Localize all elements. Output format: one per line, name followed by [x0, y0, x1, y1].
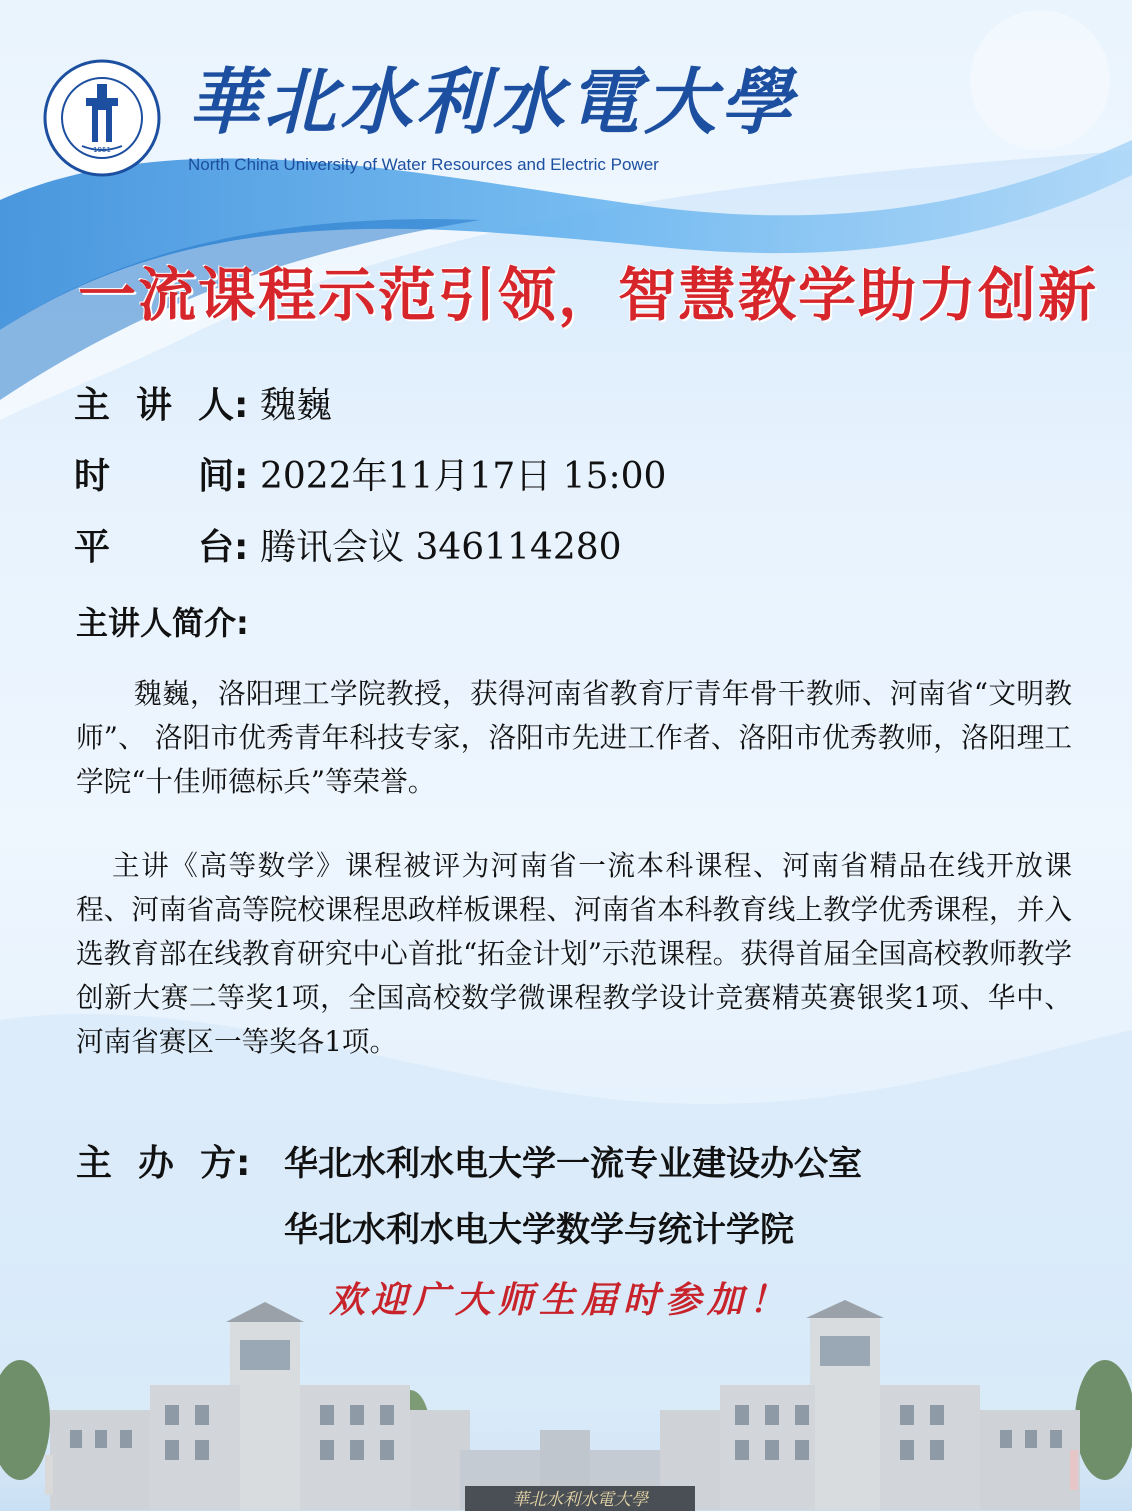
welcome-slogan: 欢迎广大师生届时参加！ — [328, 1279, 791, 1321]
platform-value: 腾讯会议 346114280 — [260, 527, 622, 568]
campus-buildings-image — [0, 1300, 1132, 1511]
time-label: 时 间: — [74, 456, 249, 497]
bio-heading: 主讲人简介: — [76, 604, 249, 642]
organizer-line-2: 华北水利水电大学数学与统计学院 — [284, 1210, 794, 1250]
bio-paragraph-2: 主讲《高等数学》课程被评为河南省一流本科课程、河南省精品在线开放课程、河南省高等院校课程思政样板课程、河南省本科教育线上教学优秀课程，并入选教育部在线教育研究中心首批“拓金计划”示范课程。获得首届全国高校教师教学创新大赛二等奖1项，全国高校数学微课程教学设计竞赛精英赛银奖1项、华中、河南省赛区一等奖各1项。 — [76, 849, 1072, 1058]
campus-gate-sign: 華北水利水電大學 — [512, 1490, 648, 1510]
organizer-line-1: 华北水利水电大学一流专业建设办公室 — [284, 1144, 862, 1184]
platform-label: 平 台: — [74, 527, 249, 568]
time-value: 2022年11月17日 15:00 — [260, 456, 667, 497]
bio-paragraph-1: 魏巍，洛阳理工学院教授，获得河南省教育厅青年骨干教师、河南省“文明教师”、 洛阳市优秀青年科技专家，洛阳市先进工作者、洛阳市优秀教师，洛阳理工学院“十佳师德标兵”等荣誉。 — [76, 677, 1072, 798]
poster-title: 一流课程示范引领，智慧教学助力创新 — [78, 261, 1099, 329]
time-row — [74, 449, 666, 505]
university-seal-logo — [42, 58, 162, 178]
university-name-english: North China University of Water Resources and Electric Power — [188, 155, 659, 174]
speaker-row — [74, 378, 332, 434]
platform-row — [74, 520, 622, 576]
speaker-value: 魏巍 — [260, 385, 333, 426]
speaker-label: 主 讲 人: — [74, 385, 249, 426]
university-name-chinese: 華北水利水電大學 — [188, 59, 797, 144]
organizer-label: 主 办 方: — [76, 1143, 251, 1184]
seal-year: 1951 — [93, 146, 111, 154]
